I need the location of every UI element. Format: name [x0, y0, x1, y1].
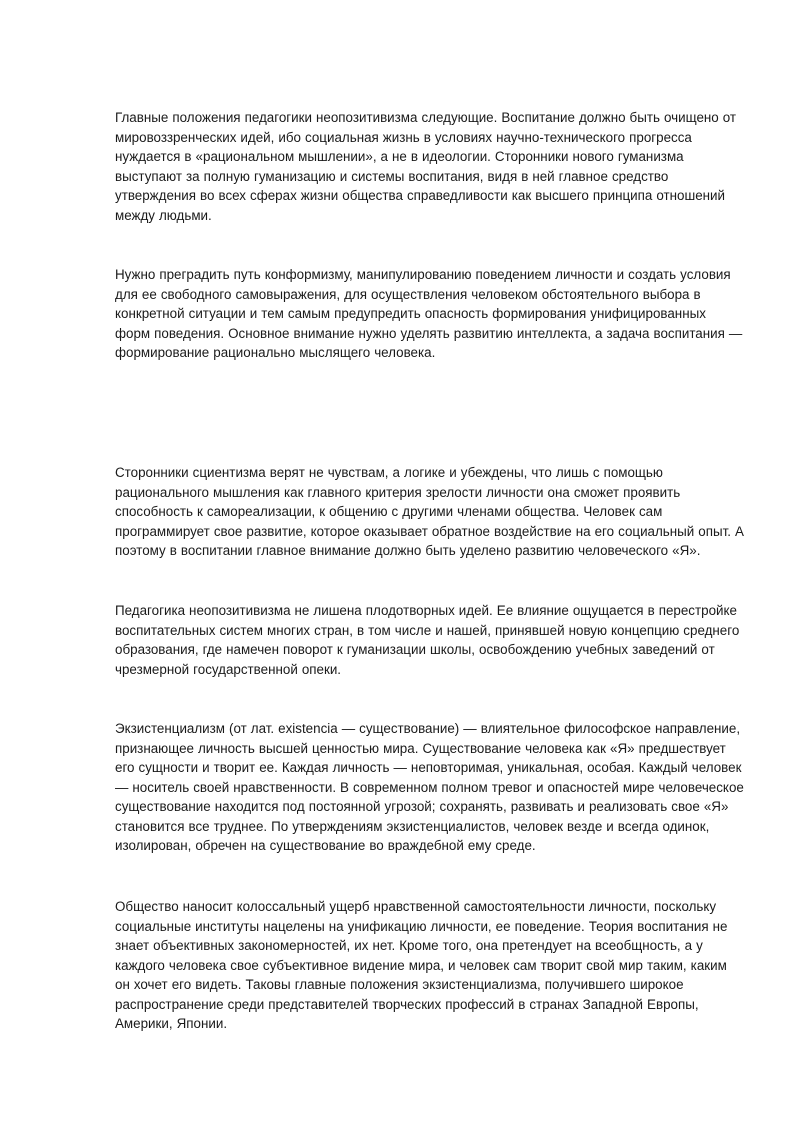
paragraph-existentialism: Экзистенциализм (от лат. existencia — существование) — влиятельное философское направление, признающее личность высшей ценностью мира. Существование человека как «Я» предшествует его сущности и творит ее. Каждая личность — неповторимая, уникальная, особая. Каждый человек — носитель своей нравственности. В современном полном тревог и опасностей мире человеческое существование находится под постоянной угрозой; сохранять, развивать и реализовать свое «Я» становится все труднее. По утверждениям экзистенциалистов, человек везде и всегда одинок, изолирован, обречен на существование во враждебной ему среде.: [115, 721, 744, 853]
paragraph-society: Общество наносит колоссальный ущерб нравственной самостоятельности личности, поскольку социальные институты нацелены на унификацию личности, ее поведение. Теория воспитания не знает объективных закономерностей, их нет. Кроме того, она претендует на всеобщность, а у каждого человека свое субъективное видение мира, и человек сам творит свой мир таким, каким он хочет его видеть. Таковы главные положения экзистенциализма, получившего широкое распространение среди представителей творческих профессий в странах Западной Европы, Америки, Японии.: [115, 899, 728, 1031]
paragraph-scientism: Сторонники сциентизма верят не чувствам, а логике и убеждены, что лишь с помощью рационального мышления как главного критерия зрелости личности она сможет проявить способность к самореализации, к общению с другими членами общества. Человек сам программирует свое развитие, которое оказывает обратное воздействие на его социальный опыт. А поэтому в воспитании главное внимание должно быть уделено развитию человеческого «Я».: [115, 465, 744, 558]
paragraph-neopositivism-principles: Главные положения педагогики неопозитивизма следующие. Воспитание должно быть очищено от мировоззренческих идей, ибо социальная жизнь в условиях научно-технического прогресса нуждается в «рациональном мышлении», а не в идеологии. Сторонники нового гуманизма выступают за полную гуманизацию и системы воспитания, видя в ней главное средство утверждения во всех сферах жизни общества справедливости как высшего принципа отношений между людьми.: [115, 110, 737, 223]
paragraph-neopositivism-ideas: Педагогика неопозитивизма не лишена плодотворных идей. Ее влияние ощущается в перестройке воспитательных систем многих стран, в том числе и нашей, принявшей новую концепцию среднего образования, где намечен поворот к гуманизации школы, освобождению учебных заведений от чрезмерной государственной опеки.: [115, 603, 740, 677]
paragraph-conformism: Нужно преградить путь конформизму, манипулированию поведением личности и создать условия для ее свободного самовыражения, для осуществления человеком обстоятельного выбора в конкретной ситуации и тем самым предупредить опасность формирования унифицированных форм поведения. Основное внимание нужно уделять развитию интеллекта, а задача воспитания — формирование рационально мыслящего человека.: [115, 267, 743, 360]
